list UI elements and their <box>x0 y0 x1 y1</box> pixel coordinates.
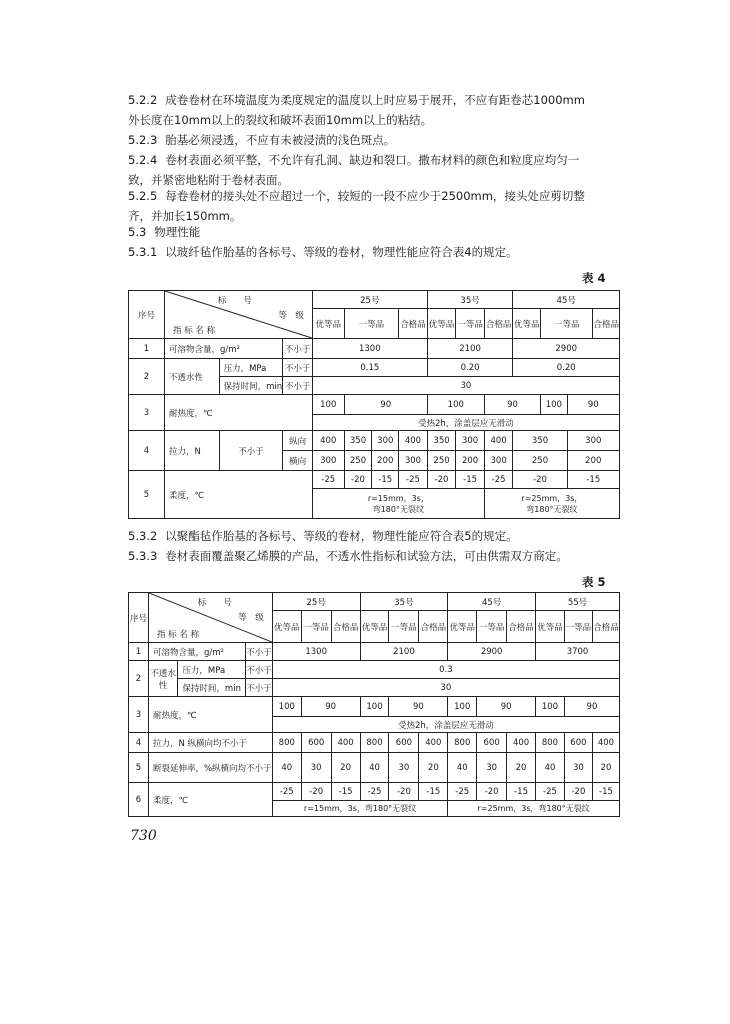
t5-diag-header: 标 号 等 级 指 标 名 称 <box>148 593 272 643</box>
t4-seq-header: 序号 <box>129 291 165 339</box>
para-5-3: 5.3 物理性能 <box>128 225 201 239</box>
para-5-2-4: 5.2.4 卷材表面必须平整，不允许有孔洞、缺边和裂口。撒布材料的颜色和粒度应均匀一 致，并紧密地粘附于卷材表面。 <box>128 153 580 187</box>
para-5-2-5: 5.2.5 每卷卷材的接头处不应超过一个，较短的一段不应少于2500mm，接头处应剪切整 齐，并加长150mm。 <box>128 189 585 223</box>
para-5-3-2: 5.3.2 以聚酯毡作胎基的各标号、等级的卷材，物理性能应符合表5的规定。 <box>128 529 518 543</box>
t4-diag-header: 标 号 等 级 指 标 名 称 <box>165 291 313 339</box>
table4-caption: 表 4 <box>582 271 606 285</box>
para-5-2-3: 5.2.3 胎基必须浸透，不应有未被浸渍的浅色斑点。 <box>128 133 396 147</box>
para-5-2-2: 5.2.2 成卷卷材在环境温度为柔度规定的温度以上时应易于展开，不应有距卷芯1000mm 外长度在10mm以上的裂纹和破坏表面10mm以上的粘结。 <box>128 93 585 127</box>
para-5-3-3: 5.3.3 卷材表面覆盖聚乙烯膜的产品，不透水性指标和试验方法，可由供需双方商定。 <box>128 549 568 563</box>
para-5-3-1: 5.3.1 以玻纤毡作胎基的各标号、等级的卷材，物理性能应符合表4的规定。 <box>128 245 518 259</box>
table4: 序号 标 号 等 级 指 标 名 称 25号 35号 45号 优等品 一等品 合格品 优等品 一等品 合格品 优等品 一等品 合格品 1 可溶物含量，g/m² 不小于 1300 2100 2900 2 不透水性 压力，MPa 不小于 0.15 0.20 0.20 保持时间，min 不小于 30 3 耐热度，℃ 100 90 100 90 100 90 受热2h，涂盖层应无滑动 4 拉力，N 不小于 纵向 400 350 300 400 350 300 400 350 300 横向 300 250 200 300 250 200 300 250 200 5 柔度，℃ -25 -20 -15 -25 -20 -15 -25 -20 -15 r=15mm，3s， 弯180°无裂纹 r=25mm，3s， 弯180°无裂纹 <box>128 290 620 519</box>
page-number: 730 <box>130 828 157 844</box>
table5-caption: 表 5 <box>582 575 606 589</box>
table5: 序号 标 号 等 级 指 标 名 称 25号 35号 45号 55号 优等品 一等品 合格品 优等品 一等品 合格品 优等品 一等品 合格品 优等品 一等品 合格品 1 可溶物含量，g/m² 不小于 1300 2100 2900 3700 2 不透水性 压力，MPa 不小于 0.3 保持时间，min 不小于 30 3 耐热度，℃ 100 90 100 90 100 90 100 90 受热2h，涂盖层应无滑动 4 拉力，N 纵横向均不小于 800 600 400 800 600 400 800 600 400 800 600 400 5 断裂延伸率，%纵横向均不小于 40 30 20 40 30 20 40 30 20 40 30 20 6 柔度，℃ -25 -20 -15 -25 -20 -15 -25 -20 -15 -25 -20 -15 r=15mm，3s，弯180°无裂纹 r=25mm，3s，弯180°无裂纹 <box>128 592 620 817</box>
